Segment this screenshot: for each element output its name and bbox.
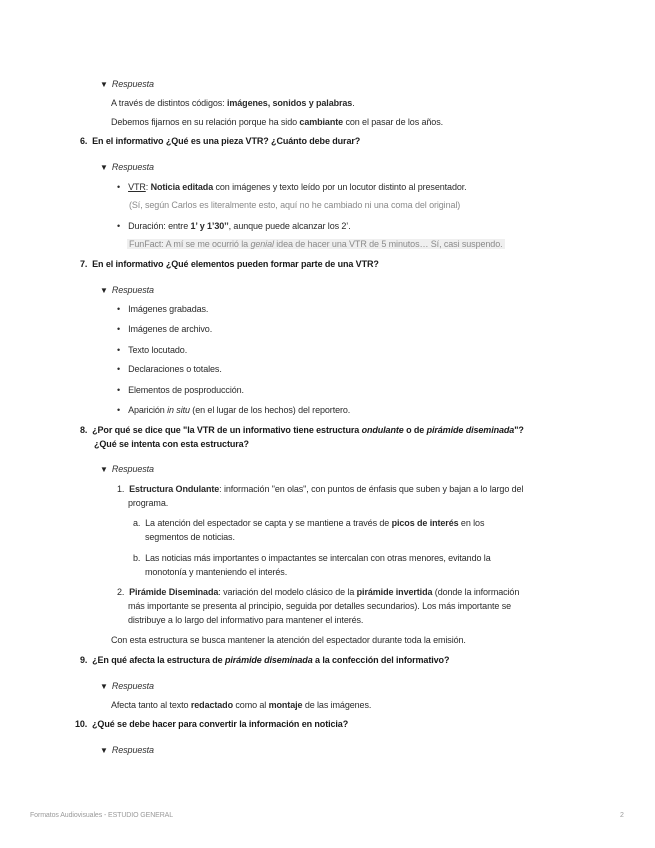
list-item: • Imágenes grabadas. (117, 304, 209, 314)
question-6: 6. En el informativo ¿Qué es una pieza VTR? ¿Cuánto debe durar? (80, 136, 361, 146)
vtr-link[interactable]: VTR (128, 182, 146, 192)
answer-paragraph: Debemos fijarnos en su relación porque ha sido cambiante con el pasar de los años. (111, 117, 444, 127)
numbered-item-cont: distribuye a lo largo del informativo para mantener el interés. (128, 615, 364, 625)
toggle-respuesta[interactable]: ▼ Respuesta (100, 745, 154, 755)
bullet-icon: • (117, 324, 121, 334)
funfact-highlight: FunFact: A mí se me ocurrió la genial idea de hacer una VTR de 5 minutos… Sí, casi suspendo. (129, 239, 503, 249)
toggle-triangle-icon: ▼ (100, 163, 108, 172)
toggle-triangle-icon: ▼ (100, 80, 108, 89)
note-text: (Sí, según Carlos es literalmente esto, aquí no he cambiado ni una coma del original) (129, 200, 461, 210)
list-item: • Duración: entre 1’ y 1’30’’, aunque puede alcanzar los 2’. (117, 221, 351, 231)
list-item: • Elementos de posproducción. (117, 385, 244, 395)
sub-item: b. Las noticias más importantes o impactantes se intercalan con otras menores, evitando la (133, 553, 491, 563)
list-item: • Declaraciones o totales. (117, 364, 222, 374)
numbered-item-cont: programa. (128, 498, 169, 508)
numbered-item: 2. Pirámide Diseminada: variación del modelo clásico de la pirámide invertida (donde la información (117, 587, 520, 597)
answer-paragraph: Afecta tanto al texto redactado como al montaje de las imágenes. (111, 700, 372, 710)
sub-item-cont: monotonía y manteniendo el interés. (145, 567, 288, 577)
bullet-icon: • (117, 385, 121, 395)
list-item: • Aparición in situ (en el lugar de los hechos) del reportero. (117, 405, 351, 415)
toggle-respuesta[interactable]: ▼ Respuesta (100, 464, 154, 474)
sub-item: a. La atención del espectador se capta y se mantiene a través de picos de interés en los (133, 518, 485, 528)
toggle-triangle-icon: ▼ (100, 682, 108, 691)
toggle-respuesta[interactable]: ▼ Respuesta (100, 681, 154, 691)
toggle-respuesta[interactable]: ▼ Respuesta (100, 79, 154, 89)
numbered-item: 1. Estructura Ondulante: información "en olas", con puntos de énfasis que suben y bajan a lo largo del (117, 484, 524, 494)
bullet-icon: • (117, 405, 121, 415)
toggle-respuesta[interactable]: ▼ Respuesta (100, 285, 154, 295)
question-9: 9. ¿En qué afecta la estructura de pirámide diseminada a la confección del informativo? (80, 655, 450, 665)
question-7: 7. En el informativo ¿Qué elementos pueden formar parte de una VTR? (80, 259, 379, 269)
list-item: • VTR: Noticia editada con imágenes y texto leído por un locutor distinto al presentador. (117, 182, 467, 192)
question-8-line2: ¿Qué se intenta con esta estructura? (94, 439, 249, 449)
numbered-item-cont: más importante se presenta al principio, seguida por detalles secundarios). Los más importante se (128, 601, 512, 611)
footer-title: Formatos Audiovisuales - ESTUDIO GENERAL (30, 812, 174, 819)
sub-item-cont: segmentos de noticias. (145, 532, 235, 542)
page-number: 2 (620, 812, 624, 819)
list-item: • Imágenes de archivo. (117, 324, 213, 334)
answer-paragraph: A través de distintos códigos: imágenes, sonidos y palabras. (111, 98, 355, 108)
answer-paragraph: Con esta estructura se busca mantener la atención del espectador durante toda la emisión. (111, 635, 466, 645)
bullet-icon: • (117, 345, 121, 355)
toggle-triangle-icon: ▼ (100, 746, 108, 755)
bullet-icon: • (117, 304, 121, 314)
bullet-icon: • (117, 221, 121, 231)
toggle-respuesta[interactable]: ▼ Respuesta (100, 162, 154, 172)
bullet-icon: • (117, 182, 121, 192)
bullet-icon: • (117, 364, 121, 374)
list-item: • Texto locutado. (117, 345, 188, 355)
toggle-triangle-icon: ▼ (100, 465, 108, 474)
toggle-triangle-icon: ▼ (100, 286, 108, 295)
question-10: 10. ¿Qué se debe hacer para convertir la información en noticia? (75, 719, 349, 729)
question-8: 8. ¿Por qué se dice que "la VTR de un informativo tiene estructura ondulante o de pirámide diseminada"? (80, 425, 524, 435)
